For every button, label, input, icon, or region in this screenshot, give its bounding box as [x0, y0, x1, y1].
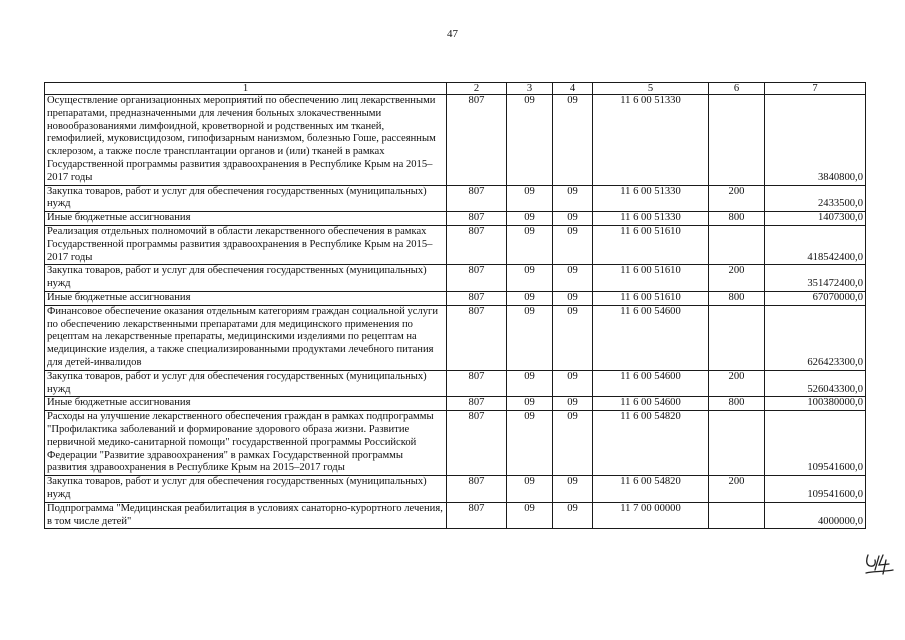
grbs-code-cell: 807	[447, 95, 507, 186]
target-article-code-cell: 11 7 00 00000	[593, 502, 709, 529]
handwritten-signature	[863, 552, 903, 576]
row-name-cell: Расходы на улучшение лекарственного обеспечения граждан в рамках подпрограммы "Профилактика заболеваний и формирование здорового образа жизни. Развитие первичной медико-санитарной помощи" государственной программы Российской Федерации "Развитие здравоохранения" в рамках Государственной программы развития здравоохранения в Республике Крым на 2015–2017 годы	[45, 411, 447, 476]
target-article-code-cell: 11 6 00 51330	[593, 95, 709, 186]
column-header: 5	[593, 83, 709, 95]
table-row	[45, 265, 866, 292]
subsection-code-cell: 09	[553, 291, 593, 305]
subsection-code-cell: 09	[553, 265, 593, 292]
grbs-code-cell: 807	[447, 370, 507, 397]
column-number-row	[45, 83, 866, 95]
table-row	[45, 397, 866, 411]
grbs-code-cell: 807	[447, 225, 507, 264]
grbs-code-cell: 807	[447, 411, 507, 476]
row-name-cell: Финансовое обеспечение оказания отдельным категориям граждан социальной услуги по обеспечению лекарственными препаратами для медицинского применения по рецептам на лекарственные препараты, медицинскими изделиями по рецептам на медицинские изделия, а также специализированными продуктами лечебного питания для детей-инвалидов	[45, 305, 447, 370]
grbs-code-cell: 807	[447, 265, 507, 292]
table-row	[45, 476, 866, 503]
amount-cell: 2433500,0	[765, 185, 866, 212]
section-code-cell: 09	[507, 265, 553, 292]
column-header: 6	[709, 83, 765, 95]
subsection-code-cell: 09	[553, 212, 593, 226]
expense-type-code-cell	[709, 305, 765, 370]
expense-type-code-cell: 200	[709, 370, 765, 397]
subsection-code-cell: 09	[553, 476, 593, 503]
row-name-cell: Закупка товаров, работ и услуг для обеспечения государственных (муниципальных) нужд	[45, 370, 447, 397]
row-name-cell: Иные бюджетные ассигнования	[45, 291, 447, 305]
target-article-code-cell: 11 6 00 51610	[593, 291, 709, 305]
subsection-code-cell: 09	[553, 411, 593, 476]
amount-cell: 626423300,0	[765, 305, 866, 370]
budget-table	[44, 82, 866, 529]
target-article-code-cell: 11 6 00 54600	[593, 397, 709, 411]
table-row	[45, 411, 866, 476]
amount-cell: 109541600,0	[765, 411, 866, 476]
row-name-cell: Закупка товаров, работ и услуг для обеспечения государственных (муниципальных) нужд	[45, 185, 447, 212]
column-header: 2	[447, 83, 507, 95]
section-code-cell: 09	[507, 411, 553, 476]
section-code-cell: 09	[507, 397, 553, 411]
table-row	[45, 502, 866, 529]
grbs-code-cell: 807	[447, 397, 507, 411]
section-code-cell: 09	[507, 185, 553, 212]
column-header: 7	[765, 83, 866, 95]
expense-type-code-cell: 200	[709, 185, 765, 212]
column-header: 3	[507, 83, 553, 95]
amount-cell: 109541600,0	[765, 476, 866, 503]
amount-cell: 1407300,0	[765, 212, 866, 226]
table-body	[45, 95, 866, 529]
row-name-cell: Закупка товаров, работ и услуг для обеспечения государственных (муниципальных) нужд	[45, 265, 447, 292]
amount-cell: 100380000,0	[765, 397, 866, 411]
row-name-cell: Иные бюджетные ассигнования	[45, 212, 447, 226]
column-header: 1	[45, 83, 447, 95]
table-row	[45, 225, 866, 264]
target-article-code-cell: 11 6 00 51610	[593, 265, 709, 292]
column-header: 4	[553, 83, 593, 95]
target-article-code-cell: 11 6 00 54820	[593, 411, 709, 476]
amount-cell: 3840800,0	[765, 95, 866, 186]
subsection-code-cell: 09	[553, 185, 593, 212]
row-name-cell: Осуществление организационных мероприятий по обеспечению лиц лекарственными препаратами, предназначенными для лечения больных злокачественными новообразованиями лимфоидной, кроветворной и родственных им тканей, гемофилией, муковисцидозом, гипофизарным нанизмом, болезнью Гоше, рассеянным склерозом, а также после трансплантации органов и (или) тканей в рамках Государственной программы развития здравоохранения в Республике Крым на 2015–2017 годы	[45, 95, 447, 186]
amount-cell: 418542400,0	[765, 225, 866, 264]
row-name-cell: Подпрограмма "Медицинская реабилитация в условиях санаторно-курортного лечения, в том числе детей"	[45, 502, 447, 529]
table-row	[45, 185, 866, 212]
subsection-code-cell: 09	[553, 225, 593, 264]
section-code-cell: 09	[507, 95, 553, 186]
table-row	[45, 212, 866, 226]
grbs-code-cell: 807	[447, 476, 507, 503]
amount-cell: 67070000,0	[765, 291, 866, 305]
table-row	[45, 305, 866, 370]
grbs-code-cell: 807	[447, 291, 507, 305]
row-name-cell: Иные бюджетные ассигнования	[45, 397, 447, 411]
subsection-code-cell: 09	[553, 370, 593, 397]
subsection-code-cell: 09	[553, 502, 593, 529]
row-name-cell: Реализация отдельных полномочий в области лекарственного обеспечения в рамках Государственной программы развития здравоохранения в Республике Крым на 2015–2017 годы	[45, 225, 447, 264]
section-code-cell: 09	[507, 502, 553, 529]
grbs-code-cell: 807	[447, 305, 507, 370]
expense-type-code-cell	[709, 225, 765, 264]
expense-type-code-cell: 200	[709, 476, 765, 503]
expense-type-code-cell: 200	[709, 265, 765, 292]
row-name-cell: Закупка товаров, работ и услуг для обеспечения государственных (муниципальных) нужд	[45, 476, 447, 503]
section-code-cell: 09	[507, 291, 553, 305]
target-article-code-cell: 11 6 00 51610	[593, 225, 709, 264]
section-code-cell: 09	[507, 476, 553, 503]
subsection-code-cell: 09	[553, 397, 593, 411]
target-article-code-cell: 11 6 00 51330	[593, 212, 709, 226]
section-code-cell: 09	[507, 370, 553, 397]
amount-cell: 351472400,0	[765, 265, 866, 292]
section-code-cell: 09	[507, 305, 553, 370]
table-row	[45, 370, 866, 397]
expense-type-code-cell	[709, 411, 765, 476]
target-article-code-cell: 11 6 00 54600	[593, 370, 709, 397]
table-row	[45, 291, 866, 305]
expense-type-code-cell: 800	[709, 212, 765, 226]
grbs-code-cell: 807	[447, 502, 507, 529]
subsection-code-cell: 09	[553, 305, 593, 370]
amount-cell: 526043300,0	[765, 370, 866, 397]
section-code-cell: 09	[507, 225, 553, 264]
expense-type-code-cell	[709, 95, 765, 186]
subsection-code-cell: 09	[553, 95, 593, 186]
expense-type-code-cell: 800	[709, 397, 765, 411]
table-row	[45, 95, 866, 186]
grbs-code-cell: 807	[447, 212, 507, 226]
grbs-code-cell: 807	[447, 185, 507, 212]
target-article-code-cell: 11 6 00 54600	[593, 305, 709, 370]
target-article-code-cell: 11 6 00 51330	[593, 185, 709, 212]
expense-type-code-cell: 800	[709, 291, 765, 305]
section-code-cell: 09	[507, 212, 553, 226]
page-number: 47	[447, 28, 458, 40]
amount-cell: 4000000,0	[765, 502, 866, 529]
expense-type-code-cell	[709, 502, 765, 529]
target-article-code-cell: 11 6 00 54820	[593, 476, 709, 503]
